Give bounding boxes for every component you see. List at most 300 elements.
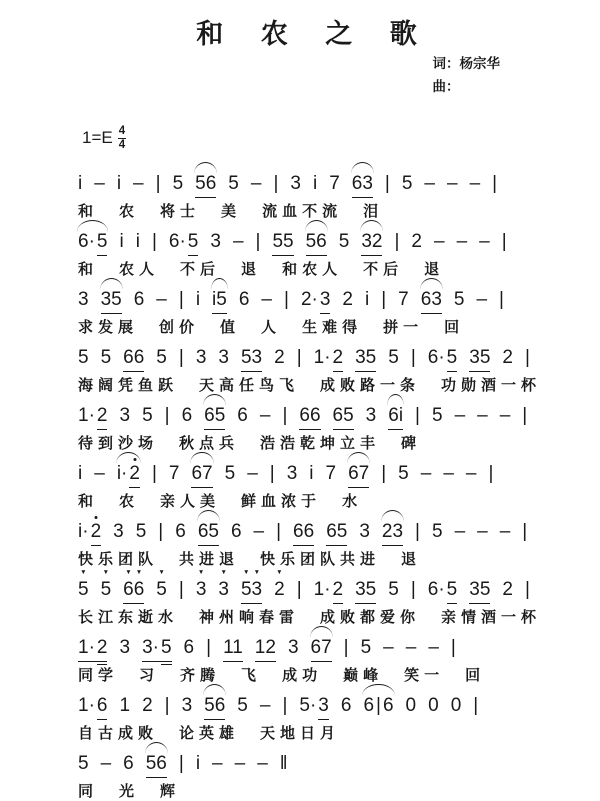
lyric-group: 拼一 [383, 319, 424, 337]
lyric-group: 笑一 [404, 667, 445, 685]
note: 67 [191, 463, 212, 485]
note: 35 [101, 289, 122, 311]
note: 3 [181, 695, 193, 717]
beam-line [272, 255, 293, 257]
barline: | [178, 289, 184, 311]
beam-line [204, 429, 225, 431]
note: 1· [78, 695, 95, 717]
duration-dash: – [259, 695, 271, 717]
note-line [78, 167, 570, 197]
beam-line [97, 255, 108, 257]
lyric-group: 人 [261, 319, 282, 337]
beam-line [78, 661, 107, 663]
duration-dash: – [476, 289, 488, 311]
beam-line [333, 603, 344, 605]
note: 5 [78, 753, 89, 775]
lyric-group: 共进退 [179, 551, 240, 569]
time-numerator: 4 [118, 124, 126, 137]
time-signature [118, 125, 126, 151]
note: 6 [363, 695, 375, 717]
note: i [309, 463, 314, 485]
song-title: 和 农 之 歌 [196, 19, 432, 49]
note-group [314, 347, 343, 369]
note: 5 [388, 579, 399, 601]
note: 2 [502, 579, 513, 601]
note: 6· [427, 579, 445, 601]
note-line [78, 399, 570, 429]
note: i [195, 289, 201, 311]
lyric-group: 功勋酒一杯 [441, 377, 542, 395]
note: 53 ▼ ▼ [241, 579, 262, 601]
note: 5 [431, 521, 443, 543]
accent-marks: ▼ ▼ [243, 569, 261, 577]
music-system [78, 457, 570, 511]
key-signature [82, 125, 570, 151]
note: 3 [286, 463, 298, 485]
beam-line [382, 545, 403, 547]
note: 35 [469, 347, 490, 369]
lyric-group: 快乐团队 [78, 551, 159, 569]
note: i [78, 463, 83, 485]
barline: | [501, 231, 507, 253]
barline: | [473, 695, 479, 717]
octave-dot [133, 458, 136, 461]
note: i [195, 753, 201, 775]
barline: | [276, 521, 282, 543]
note: 32 [361, 231, 382, 253]
beam-line [188, 255, 199, 257]
duration-dash: – [443, 463, 454, 485]
note: 12 [255, 637, 276, 659]
lyric-group: 海阔凭鱼跃 [78, 377, 179, 395]
barline: | [410, 347, 416, 369]
note: 35 [355, 347, 376, 369]
barline: | [255, 231, 261, 253]
lyricist-credit: 词：杨宗华 [432, 56, 500, 71]
note-group [117, 463, 140, 485]
lyric-group: 创价 [159, 319, 200, 337]
note: i [135, 231, 140, 253]
note: 3 [320, 289, 331, 311]
lyric-group: 流血不流 [262, 203, 343, 221]
note-line [78, 747, 570, 777]
duration-dash: – [454, 405, 466, 427]
note: 5 ▼ [100, 569, 112, 601]
lyric-line [78, 377, 570, 395]
accent-marks: ▼ [102, 569, 110, 577]
lyric-group: 神州响春雷 [199, 609, 300, 627]
duration-dash: – [469, 173, 481, 195]
note-line [78, 225, 570, 255]
time-denominator: 4 [118, 138, 126, 151]
lyric-group: 长江东逝水 [78, 609, 179, 627]
barline: | [410, 579, 416, 601]
note: 5 [237, 695, 248, 717]
beam-line [333, 429, 354, 431]
note-line [78, 515, 570, 545]
lyric-group: 退 [401, 551, 422, 569]
beam-line [326, 545, 347, 547]
accent-marks: ▼ [220, 569, 227, 577]
note: 1· [313, 347, 331, 369]
beam-line [361, 255, 382, 257]
beam-line [255, 661, 276, 663]
duration-dash: – [261, 289, 272, 311]
note: 2 [129, 463, 140, 485]
note-group [363, 695, 393, 717]
barline: | [522, 521, 528, 543]
beam-line [129, 487, 140, 489]
score [78, 167, 570, 801]
note: 55 [272, 231, 293, 253]
lyric-group: 巅峰 [343, 667, 384, 685]
note: 5 [447, 579, 458, 601]
barline: | [488, 463, 494, 485]
barline: | [450, 637, 456, 659]
lyric-group: 美 [221, 203, 242, 221]
note-line [78, 631, 570, 661]
duration-dash: – [100, 753, 112, 775]
note: 6 [237, 405, 248, 427]
music-system [78, 283, 570, 337]
barline: | [273, 173, 279, 195]
duration-dash: – [234, 753, 246, 775]
beam-line [355, 603, 376, 605]
duration-dash: – [465, 463, 477, 485]
beam-line [352, 197, 373, 199]
lyric-group: 不后 [180, 261, 221, 279]
note: i [116, 173, 122, 195]
duration-dash: – [247, 463, 258, 485]
accent-marks: ▼ [158, 569, 165, 577]
note: 5 [135, 521, 147, 543]
duration-dash: – [424, 173, 435, 195]
note: 2 [411, 231, 422, 253]
barline: | [178, 579, 184, 601]
music-system [78, 631, 570, 685]
duration-dash: – [499, 521, 511, 543]
beam-line [97, 429, 108, 431]
beam-line [161, 664, 172, 666]
barline: | [164, 405, 170, 427]
note: 7 [329, 173, 340, 195]
note: 5 [100, 347, 112, 369]
note: 35 [469, 579, 490, 601]
note: 6 [123, 753, 134, 775]
duration-dash: – [212, 753, 223, 775]
duration-dash: – [232, 231, 244, 253]
duration-dash: – [420, 463, 432, 485]
note-line [78, 341, 570, 371]
note: 6 [97, 695, 108, 717]
lyric-group: 将士 [160, 203, 201, 221]
beam-line [146, 777, 167, 779]
note: 5 ▼ [78, 569, 89, 601]
note: 67 [348, 463, 369, 485]
beam-line [123, 603, 144, 605]
lyric-group: 同 [78, 783, 99, 801]
lyric-group: 光 [119, 783, 140, 801]
note-group [78, 637, 107, 659]
note: 7 [168, 463, 180, 485]
note: 65 [326, 521, 347, 543]
note: 5 [431, 405, 443, 427]
note: 2 [333, 347, 344, 369]
note: 2 [274, 347, 285, 369]
note: i5 [212, 289, 227, 311]
barline: | [296, 579, 302, 601]
note: 6 [175, 521, 186, 543]
note: 3 ▼ [195, 569, 207, 601]
note: 5 [338, 231, 350, 253]
note: 3 [119, 405, 131, 427]
note: 6· [427, 347, 445, 369]
duration-dash: – [477, 405, 488, 427]
duration-dash: – [477, 521, 488, 543]
note-group [78, 231, 107, 253]
note: 5 [401, 173, 413, 195]
music-system [78, 341, 570, 395]
barline: | [384, 173, 390, 195]
note: 3 [210, 231, 221, 253]
lyric-group: 成败都爱你 [320, 609, 421, 627]
note: i· [78, 521, 89, 543]
note: 66 [123, 347, 144, 369]
note: 3 [287, 637, 299, 659]
lyric-group: 成败路一条 [320, 377, 421, 395]
beam-line [421, 313, 442, 315]
barline: | [394, 231, 400, 253]
note-group [78, 405, 107, 427]
note: 3 [119, 637, 131, 659]
beam-line [306, 255, 327, 257]
lyric-line [78, 261, 570, 279]
note: 56 [306, 231, 327, 253]
note: 35 [355, 579, 376, 601]
note: 3 [359, 521, 370, 543]
lyric-group: 退 [424, 261, 445, 279]
note-group [142, 637, 171, 659]
note-group [428, 347, 457, 369]
note: 5 [156, 347, 167, 369]
accent-marks: ▼ [80, 569, 87, 577]
note: i [78, 173, 83, 195]
duration-dash: – [433, 231, 445, 253]
note: 65 [333, 405, 354, 427]
note: 2 [342, 289, 353, 311]
beam-line [97, 719, 108, 721]
lyric-group: 自古成败 [78, 725, 159, 743]
barline: | [155, 173, 161, 195]
note: 5 [188, 231, 199, 253]
lyric-group: 同学 [78, 667, 119, 685]
lyric-group: 农 [119, 203, 140, 221]
note: 3 [318, 695, 329, 717]
barline: | [282, 695, 288, 717]
note: 3 ▼ [218, 569, 229, 601]
beam-line [388, 429, 403, 431]
note-group [301, 289, 330, 311]
beam-line [355, 371, 376, 373]
note: 3 [195, 347, 207, 369]
note: 5 [360, 637, 372, 659]
barline: | [381, 463, 387, 485]
music-system [78, 747, 570, 801]
lyric-group: 成功 [282, 667, 323, 685]
note: 6 [183, 637, 195, 659]
lyric-group: 飞 [241, 667, 262, 685]
note: 7 [398, 289, 409, 311]
note: 5 [447, 347, 458, 369]
music-system [78, 167, 570, 221]
note: 3· [142, 637, 159, 659]
beam-line [204, 719, 225, 721]
beam-line [469, 371, 490, 373]
beam-line [318, 719, 329, 721]
note: 65 [198, 521, 219, 543]
note: 5 [161, 637, 172, 659]
barline: | [415, 405, 420, 427]
duration-dash: – [94, 463, 105, 485]
note: 63 [421, 289, 442, 311]
lyric-group: 回 [465, 667, 486, 685]
rest: 0 [450, 695, 462, 717]
note-line [78, 689, 570, 719]
barline: | [492, 173, 498, 195]
lyric-group: 天地日月 [260, 725, 341, 743]
lyric-group: 和 [78, 261, 99, 279]
rest: 0 [428, 695, 439, 717]
beam-line [447, 603, 458, 605]
note-group [314, 579, 343, 601]
barline: | [343, 637, 349, 659]
barline: | [499, 289, 504, 311]
duration-dash: – [499, 405, 511, 427]
note: 2 [97, 637, 108, 659]
note: 5 [78, 347, 89, 369]
note: 6· [78, 231, 95, 253]
lyric-group: 求发展 [78, 319, 139, 337]
note-group [78, 695, 107, 717]
lyric-group: 和 [78, 203, 99, 221]
beam-line [293, 545, 314, 547]
barline: | [284, 289, 289, 311]
lyric-line [78, 319, 570, 337]
note: 66 [293, 521, 314, 543]
note: 3 [290, 173, 301, 195]
duration-dash: – [133, 173, 144, 195]
lyric-group: 天高任鸟飞 [199, 377, 300, 395]
lyric-line [78, 609, 570, 627]
note-line [78, 283, 570, 313]
note: 23 [382, 521, 403, 543]
beam-line [195, 197, 216, 199]
lyric-group: 生难得 [302, 319, 363, 337]
barline: | [524, 347, 530, 369]
duration-dash: – [405, 637, 417, 659]
note: 67 [311, 637, 332, 659]
lyric-line [78, 493, 570, 511]
lyric-line [78, 435, 570, 453]
note: 2 [91, 521, 102, 543]
beam-line [142, 661, 171, 663]
lyric-group: 快乐团队共进 [260, 551, 381, 569]
beam-line [191, 487, 212, 489]
duration-dash: – [383, 637, 394, 659]
key-label: 1=E [82, 128, 113, 148]
duration-dash: – [479, 231, 490, 253]
lyric-group: 习 [139, 667, 160, 685]
lyric-group: 亲人美 [160, 493, 221, 511]
beam-line [241, 603, 262, 605]
duration-dash: – [259, 405, 271, 427]
lyric-group: 秋点兵 [179, 435, 240, 453]
note: 6i [388, 405, 403, 427]
note: 1 [119, 695, 131, 717]
beam-line [212, 313, 227, 315]
lyric-group: 亲情酒一杯 [441, 609, 542, 627]
beam-line [299, 429, 320, 431]
note: 5 [97, 231, 108, 253]
barline: | [178, 347, 184, 369]
note: 2 [502, 347, 513, 369]
duration-dash: – [454, 521, 466, 543]
final-barline: ‖ [279, 753, 288, 775]
note: 56 [195, 173, 216, 195]
lyric-group: 回 [444, 319, 465, 337]
music-system [78, 515, 570, 569]
lyric-line [78, 551, 570, 569]
credits [433, 53, 501, 99]
lyric-group: 水 [342, 493, 363, 511]
note: 53 [241, 347, 262, 369]
note: 1· [313, 579, 331, 601]
note: 2 [142, 695, 153, 717]
barline: | [269, 463, 275, 485]
note: 5 [453, 289, 465, 311]
note: 2 [97, 405, 108, 427]
note: 2 ▼ [274, 569, 285, 601]
note: 66 ▼ ▼ [123, 579, 144, 601]
note: 11 [223, 637, 243, 659]
duration-dash: – [447, 173, 458, 195]
music-system [78, 689, 570, 743]
beam-line [348, 487, 369, 489]
lyric-group: 齐腾 [180, 667, 221, 685]
note: 2· [300, 289, 318, 311]
lyric-line [78, 203, 570, 221]
barline: | [206, 637, 212, 659]
note: 63 [352, 173, 373, 195]
lyric-group: 农 [119, 493, 140, 511]
beam-line [91, 545, 102, 547]
lyric-group: 和 [78, 493, 99, 511]
note: i [119, 231, 124, 253]
lyric-line [78, 783, 570, 801]
beam-line [223, 661, 243, 663]
duration-dash: – [94, 173, 105, 195]
note: 5 [228, 173, 239, 195]
note: 3 [78, 289, 89, 311]
note-group [169, 231, 198, 253]
accent-marks: ▼ [197, 569, 205, 577]
duration-dash: – [257, 753, 268, 775]
octave-dot [94, 516, 97, 519]
note: 6 [238, 289, 250, 311]
lyric-group: 待到沙场 [78, 435, 159, 453]
barline: | [376, 695, 381, 717]
note: 5 [224, 463, 236, 485]
